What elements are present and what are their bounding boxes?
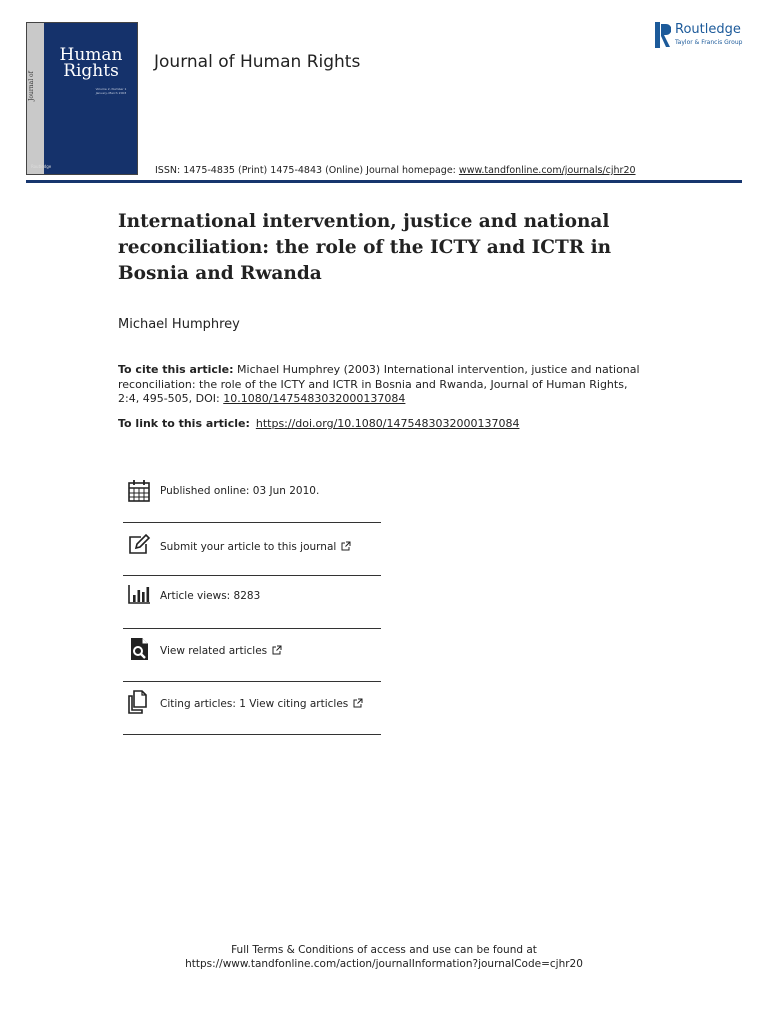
meta-views <box>123 576 381 629</box>
external-link-icon <box>272 645 282 655</box>
footer-terms: Full Terms & Conditions of access and use can be found at <box>231 944 537 956</box>
cite-text: Michael Humphrey (2003) International intervention, justice and national reconciliation: the role of the ICTY and ICTR in Bosnia and Rwanda, Journal of Human Rights, 2:4, 495-505, DOI: <box>118 363 640 405</box>
meta-citing[interactable] <box>123 682 381 735</box>
cover-title <box>46 47 136 79</box>
external-link-icon <box>341 541 351 551</box>
meta-published <box>123 470 381 523</box>
footer <box>0 943 768 971</box>
journal-cover <box>26 22 138 175</box>
edit-icon <box>127 533 151 557</box>
related-articles-link[interactable] <box>160 645 282 657</box>
meta-submit[interactable] <box>123 523 381 576</box>
cover-title-line2: Rights <box>63 61 119 81</box>
header-rule <box>26 180 742 183</box>
citation-block <box>118 363 648 407</box>
article-views: Article views: 8283 <box>160 590 261 602</box>
cover-spine-text: Journal of <box>28 71 35 101</box>
article-doi-url[interactable]: https://doi.org/10.1080/1475483032000137084 <box>255 417 520 430</box>
journal-title: Journal of Human Rights <box>154 52 361 72</box>
meta-related[interactable] <box>123 629 381 682</box>
submit-article-link[interactable] <box>160 541 351 553</box>
calendar-icon <box>127 479 151 503</box>
routledge-mark-icon <box>655 22 671 48</box>
external-link-icon <box>353 698 363 708</box>
cite-doi-link[interactable]: 10.1080/1475483032000137084 <box>223 392 406 405</box>
citing-articles-link[interactable] <box>160 698 363 710</box>
link-label: To link to this article: <box>118 417 250 430</box>
routledge-subtitle: Taylor & Francis Group <box>675 39 743 46</box>
article-author: Michael Humphrey <box>118 317 240 332</box>
article-link-line <box>118 417 678 430</box>
cover-title-line1: Human <box>59 45 123 65</box>
cite-label: To cite this article: <box>118 363 234 376</box>
cover-subtitle: Volume 2, Number 1 January–March 2003 <box>95 87 127 95</box>
issn-text: ISSN: 1475-4835 (Print) 1475-4843 (Online) Journal homepage: <box>155 165 459 176</box>
article-meta-list <box>123 470 381 735</box>
routledge-name: Routledge <box>675 22 741 37</box>
article-title: International intervention, justice and national reconciliation: the role of the ICTY and ICTR in Bosnia and Rwanda <box>118 211 612 284</box>
submit-article-label: Submit your article to this journal <box>160 541 337 553</box>
related-articles-label: View related articles <box>160 645 268 657</box>
footer-url[interactable]: https://www.tandfonline.com/action/journalInformation?journalCode=cjhr20 <box>185 958 583 970</box>
document-search-icon <box>127 637 151 661</box>
citing-articles-label: Citing articles: 1 View citing articles <box>160 698 349 710</box>
cover-publisher: Routledge <box>31 164 52 169</box>
bar-chart-icon <box>127 582 151 606</box>
published-date: Published online: 03 Jun 2010. <box>160 485 320 497</box>
citing-documents-icon <box>127 690 151 714</box>
issn-line <box>155 165 636 176</box>
journal-homepage-link[interactable]: www.tandfonline.com/journals/cjhr20 <box>458 165 636 176</box>
